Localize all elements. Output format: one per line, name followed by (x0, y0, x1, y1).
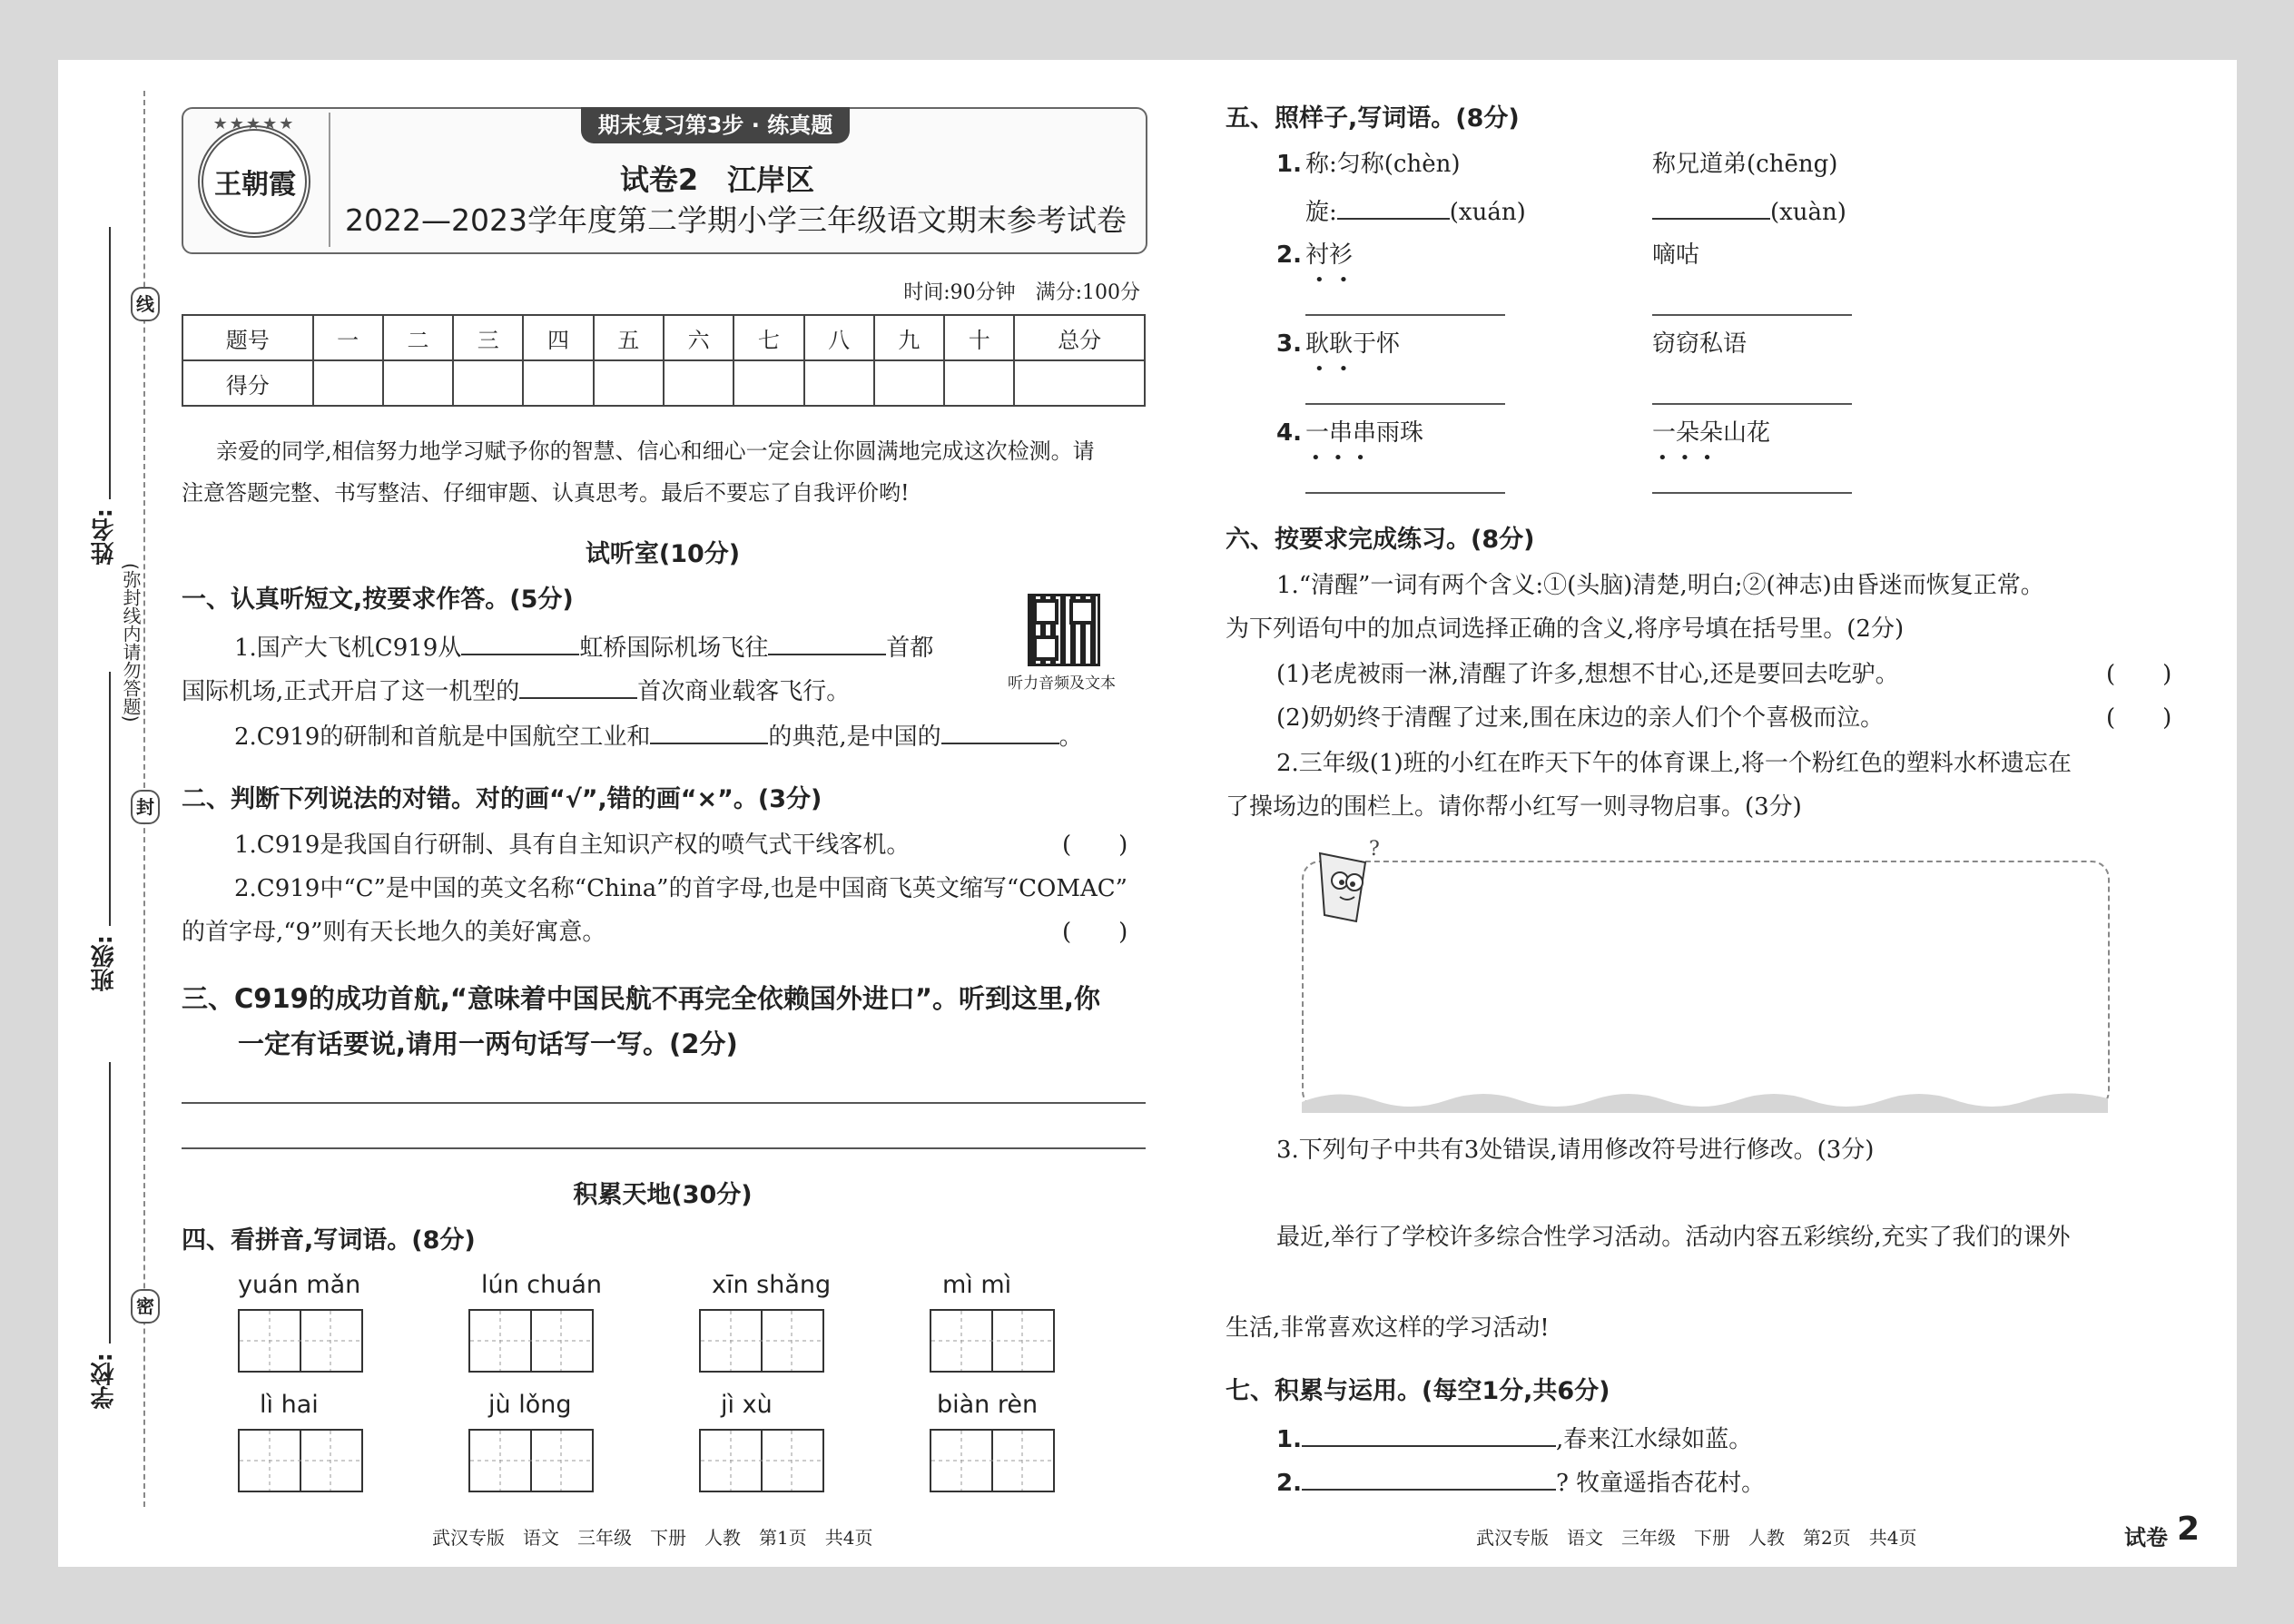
score-cell[interactable] (453, 360, 523, 406)
q1-1-text-b: 虹桥国际机场飞往 (579, 635, 769, 662)
q6-title: 六、按要求完成练习。(8分) (1226, 526, 1535, 554)
q2-1-answer-paren[interactable]: ( ) (1062, 832, 1128, 859)
q3-line-2: 一定有话要说,请用一两句话写一写。(2分) (238, 1029, 738, 1059)
qr-code-icon[interactable] (1028, 594, 1100, 666)
footer-right: 武汉专版 语文 三年级 下册 人教 第2页 共4页 (1476, 1527, 1917, 1549)
paper-title: 试卷2 江岸区 (619, 162, 815, 197)
score-cell[interactable] (383, 360, 453, 406)
name-field[interactable] (109, 227, 111, 499)
q7-line-1-num: 1. (1276, 1426, 1302, 1453)
pinyin-label: xīn shǎng (712, 1271, 832, 1299)
q1-1-line-2 (182, 674, 850, 707)
q5-dots: •• (1314, 271, 1364, 290)
tianzige-box[interactable] (699, 1429, 824, 1492)
score-cell[interactable] (733, 360, 803, 406)
score-cell[interactable] (1014, 360, 1145, 406)
q5-item-3-example-b: 窃窃私语 (1652, 330, 1748, 358)
pinyin-label: biàn rèn (937, 1391, 1039, 1419)
q5-item-1-example-b: 称兄道弟(chēng) (1652, 151, 1838, 178)
binding-mark-mi: 密 (131, 1289, 160, 1324)
q5-item-1-char: 旋: (1305, 199, 1337, 226)
q3-line-1: 三、C919的成功首航,“意味着中国民航不再完全依赖国外进口”。听到这里,你 (182, 983, 1100, 1014)
binding-mark-feng: 封 (131, 790, 160, 824)
score-col-header: 九 (874, 315, 944, 360)
q5-item-1-pinyin-2: (xuàn) (1770, 199, 1846, 226)
logo-text: 王朝霞 (214, 169, 296, 201)
tianzige-box[interactable] (468, 1309, 594, 1373)
q2-2-line-1: 2.C919中“C”是中国的英文名称“China”的首字母,也是中国商飞英文缩写“COMAC” (234, 875, 1127, 902)
qr-finder (1069, 599, 1095, 625)
q1-1-blank-2[interactable] (768, 630, 886, 655)
tianzige-box[interactable] (238, 1309, 363, 1373)
accumulation-section-title: 积累天地(30分) (573, 1181, 753, 1209)
pinyin-label: lì hai (260, 1391, 319, 1419)
q1-title: 一、认真听短文,按要求作答。(5分) (182, 586, 574, 614)
q6-p1-line-1: 1.“清醒”一词有两个含义:①(头脑)清楚,明白;②(神志)由昏迷而恢复正常。 (1276, 572, 2044, 599)
tianzige-box[interactable] (930, 1429, 1055, 1492)
q5-item-3-blank-b[interactable] (1652, 403, 1852, 405)
score-col-header: 三 (453, 315, 523, 360)
tianzige-box[interactable] (468, 1429, 594, 1492)
q5-item-2-blank-a[interactable] (1305, 314, 1505, 316)
q6-p1-answer-1[interactable]: ( ) (2106, 661, 2172, 688)
q5-item-3-num: 3. (1276, 330, 1302, 358)
q6-p3-sentence-1: 最近,举行了学校许多综合性学习活动。活动内容五彩缤纷,充实了我们的课外 (1276, 1224, 2071, 1251)
q5-item-1-line-2b (1652, 194, 1846, 228)
tianzige-box[interactable] (238, 1429, 363, 1492)
q7-line-1 (1276, 1422, 1752, 1455)
q2-2-answer-paren[interactable]: ( ) (1062, 919, 1128, 946)
score-col-header: 六 (664, 315, 733, 360)
score-cell[interactable] (804, 360, 874, 406)
q5-title: 五、照样子,写词语。(8分) (1226, 104, 1520, 133)
q1-2-blank-2[interactable] (941, 719, 1059, 744)
name-label: 姓名: (91, 508, 118, 566)
q7-line-2-num: 2. (1276, 1470, 1302, 1497)
score-col-header: 一 (313, 315, 383, 360)
q5-item-3-blank-a[interactable] (1305, 403, 1505, 405)
paper-number: 2 (2177, 1511, 2200, 1548)
q6-p1-sentence-1: (1)老虎被雨一淋,清醒了许多,想想不甘心,还是要回去吃驴。 (1276, 661, 1899, 688)
score-table-header-row (182, 315, 1145, 360)
score-col-header: 七 (733, 315, 803, 360)
svg-text:?: ? (1369, 838, 1380, 861)
q5-item-4-num: 4. (1276, 419, 1302, 447)
intro-line-1: 亲爱的同学,相信努力地学习赋予你的智慧、信心和细心一定会让你圆满地完成这次检测。请 (216, 438, 1095, 464)
q1-1-text-c: 首都 (886, 635, 934, 662)
q5-item-1-pinyin-1: (xuán) (1449, 199, 1526, 226)
logo-divider (329, 113, 330, 247)
score-cell[interactable] (874, 360, 944, 406)
q3-answer-line-1[interactable] (182, 1102, 1146, 1104)
cup-mascot-icon (1293, 835, 1402, 935)
score-table (182, 314, 1146, 407)
score-col-header: 十 (944, 315, 1014, 360)
q5-dots: •• (1314, 359, 1364, 379)
q7-blank-1[interactable] (1302, 1422, 1556, 1447)
q1-1-blank-3[interactable] (519, 674, 637, 699)
intro-line-2: 注意答题完整、书写整洁、仔细审题、认真思考。最后不要忘了自我评价哟! (182, 480, 910, 506)
q5-item-4-example-b: 一朵朵山花 (1652, 419, 1771, 447)
score-col-header: 四 (523, 315, 593, 360)
q1-2-line (234, 719, 1083, 753)
score-col-header: 八 (804, 315, 874, 360)
q5-item-1-example-a: 称:匀称(chèn) (1305, 151, 1461, 178)
time-info: 时间:90分钟 满分:100分 (903, 281, 1140, 304)
binding-mark-xian: 线 (131, 287, 160, 321)
listening-section-title: 试听室(10分) (585, 540, 741, 568)
q5-item-2-example-a: 衬衫 (1305, 241, 1354, 269)
pinyin-label: lún chuán (481, 1271, 603, 1299)
q6-p1-line-2: 为下列语句中的加点词选择正确的含义,将序号填在括号里。(2分) (1226, 615, 1905, 643)
notice-wave-bottom (1302, 1086, 2108, 1113)
q7-line-2 (1276, 1465, 1765, 1499)
score-cell[interactable] (944, 360, 1014, 406)
pinyin-label: mì mì (942, 1271, 1012, 1299)
q1-1-line-1 (234, 630, 933, 664)
footer-left: 武汉专版 语文 三年级 下册 人教 第1页 共4页 (432, 1527, 873, 1549)
paper-subtitle: 2022—2023学年度第二学期小学三年级语文期末参考试卷 (345, 202, 1127, 238)
q5-item-1-blank-1[interactable] (1337, 194, 1450, 220)
q7-title: 七、积累与运用。(每空1分,共6分) (1226, 1377, 1610, 1405)
class-field[interactable] (109, 672, 111, 926)
score-col-header: 二 (383, 315, 453, 360)
qr-finder (1033, 635, 1058, 661)
q5-item-3-example-a: 耿耿于怀 (1305, 330, 1401, 358)
q5-item-2-example-b: 嘀咕 (1652, 241, 1700, 269)
q6-p3: 3.下列句子中共有3处错误,请用修改符号进行修改。(3分) (1276, 1137, 1875, 1164)
score-cell[interactable] (664, 360, 733, 406)
q5-dots: ••• (1658, 448, 1725, 468)
score-cell[interactable] (523, 360, 593, 406)
tianzige-box[interactable] (930, 1309, 1055, 1373)
q6-p2-line-1: 2.三年级(1)班的小红在昨天下午的体育课上,将一个粉红色的塑料水杯遗忘在 (1276, 750, 2072, 777)
q6-p1-answer-2[interactable]: ( ) (2106, 704, 2172, 732)
paper-label: 试卷 (2124, 1525, 2168, 1550)
q6-p2-line-2: 了操场边的围栏上。请你帮小红写一则寻物启事。(3分) (1226, 793, 1802, 821)
score-col-header: 总分 (1014, 315, 1145, 360)
score-col-header: 五 (594, 315, 664, 360)
score-table-score-row (182, 360, 1145, 406)
q5-item-2-blank-b[interactable] (1652, 314, 1852, 316)
q6-p3-sentence-2: 生活,非常喜欢这样的学习活动! (1226, 1314, 1550, 1342)
header-banner: 期末复习第3步 · 练真题 (581, 107, 850, 143)
school-label: 学校: (91, 1353, 118, 1410)
q5-item-1-num: 1. (1276, 151, 1302, 178)
q2-title: 二、判断下列说法的对错。对的画“√”,错的画“×”。(3分) (182, 785, 822, 813)
q7-line-2-text: ? 牧童遥指杏花村。 (1555, 1470, 1766, 1497)
score-row-label: 得分 (182, 360, 313, 406)
school-field[interactable] (109, 1062, 111, 1343)
q7-blank-2[interactable] (1302, 1465, 1556, 1491)
qr-finder (1033, 599, 1058, 625)
q5-item-4-example-a: 一串串雨珠 (1305, 419, 1424, 447)
q5-item-1-blank-2[interactable] (1652, 194, 1770, 220)
score-cell[interactable] (313, 360, 383, 406)
q2-1: 1.C919是我国自行研制、具有自主知识产权的喷气式干线客机。 (234, 832, 911, 859)
q1-2-text-a: 2.C919的研制和首航是中国航空工业和 (234, 723, 651, 751)
class-label: 班级: (91, 935, 118, 992)
q3-answer-line-2[interactable] (182, 1147, 1146, 1149)
q1-2-text-b: 的典范,是中国的 (768, 723, 941, 751)
q1-1-blank-1[interactable] (461, 630, 579, 655)
qr-caption: 听力音频及文本 (1008, 674, 1116, 693)
logo-stars: ★★★★★ (212, 114, 296, 133)
q2-2-line-2: 的首字母,“9”则有天长地久的美好寓意。 (182, 919, 606, 946)
q5-dots: ••• (1311, 448, 1378, 468)
q1-2-blank-1[interactable] (650, 719, 768, 744)
pinyin-label: jù lǒng (488, 1391, 572, 1419)
pinyin-label: jì xù (721, 1391, 773, 1419)
q4-title: 四、看拼音,写词语。(8分) (182, 1226, 476, 1255)
tianzige-box[interactable] (699, 1309, 824, 1373)
q6-p1-sentence-2: (2)奶奶终于清醒了过来,围在床边的亲人们个个喜极而泣。 (1276, 704, 1885, 732)
binding-note: (弥封线内请勿答题) (120, 563, 142, 723)
score-col-header: 题号 (182, 315, 313, 360)
q5-item-2-num: 2. (1276, 241, 1302, 269)
score-cell[interactable] (594, 360, 664, 406)
q5-item-4-blank-a[interactable] (1305, 492, 1505, 494)
q1-1-text-a: 1.国产大飞机C919从 (234, 635, 462, 662)
pinyin-label: yuán mǎn (238, 1271, 361, 1299)
q5-item-4-blank-b[interactable] (1652, 492, 1852, 494)
q7-line-1-text: ,春来江水绿如蓝。 (1555, 1426, 1753, 1453)
q1-1-text-d: 国际机场,正式开启了这一机型的 (182, 678, 520, 705)
notice-writing-area[interactable] (1302, 861, 2110, 1109)
q5-item-1-line-2 (1305, 194, 1526, 228)
q1-2-text-c: 。 (1058, 723, 1083, 751)
q1-1-text-e: 首次商业载客飞行。 (637, 678, 851, 705)
